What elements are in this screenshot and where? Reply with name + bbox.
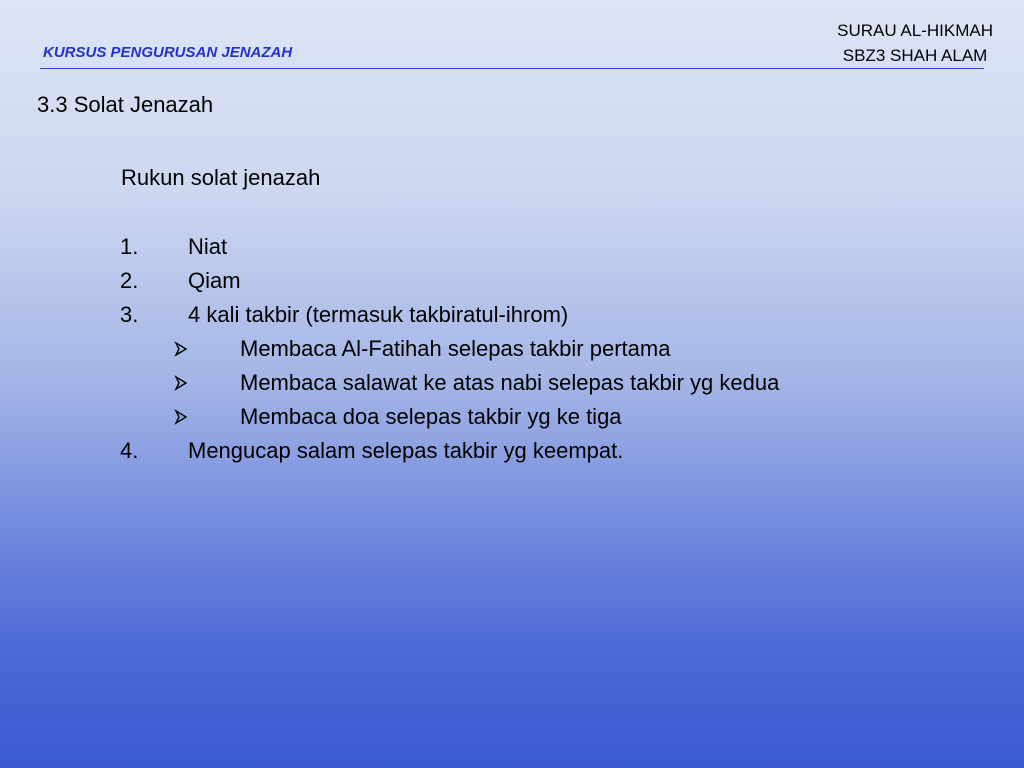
list-item: [0, 264, 1024, 298]
organization-location: SBZ3 SHAH ALAM: [842, 46, 988, 65]
list-item-text: Mengucap salam selepas takbir yg keempat.: [188, 438, 624, 463]
sub-list-item: [0, 366, 1024, 400]
sub-list-item-text: Membaca doa selepas takbir yg ke tiga: [240, 404, 622, 429]
list-item-text: 4 kali takbir (termasuk takbiratul-ihrom): [188, 302, 569, 327]
section-subtitle: Rukun solat jenazah: [121, 165, 321, 190]
list-item-number: 1.: [120, 234, 139, 259]
sub-list-item-text: Membaca salawat ke atas nabi selepas takbir yg kedua: [240, 370, 780, 395]
header-divider: [40, 68, 984, 69]
list-item-text: Niat: [188, 234, 228, 259]
list-item: [0, 298, 1024, 332]
arrow-bullet-icon: [173, 341, 189, 357]
sub-list-item-text: Membaca Al-Fatihah selepas takbir pertama: [240, 336, 671, 361]
course-title: KURSUS PENGURUSAN JENAZAH: [43, 44, 293, 61]
sub-list-item: [0, 400, 1024, 434]
arrow-bullet-icon: [173, 375, 189, 391]
list-item-text: Qiam: [188, 268, 241, 293]
sub-list-item: [0, 332, 1024, 366]
section-title: 3.3 Solat Jenazah: [37, 92, 214, 117]
arrow-bullet-icon: [173, 409, 189, 425]
rukun-list: [0, 230, 1024, 468]
organization-name: SURAU AL-HIKMAH: [837, 21, 993, 40]
list-item-number: 3.: [120, 302, 139, 327]
organization-block: [837, 18, 993, 68]
list-item: [0, 434, 1024, 468]
list-item: [0, 230, 1024, 264]
list-item-number: 2.: [120, 268, 139, 293]
list-item-number: 4.: [120, 438, 139, 463]
